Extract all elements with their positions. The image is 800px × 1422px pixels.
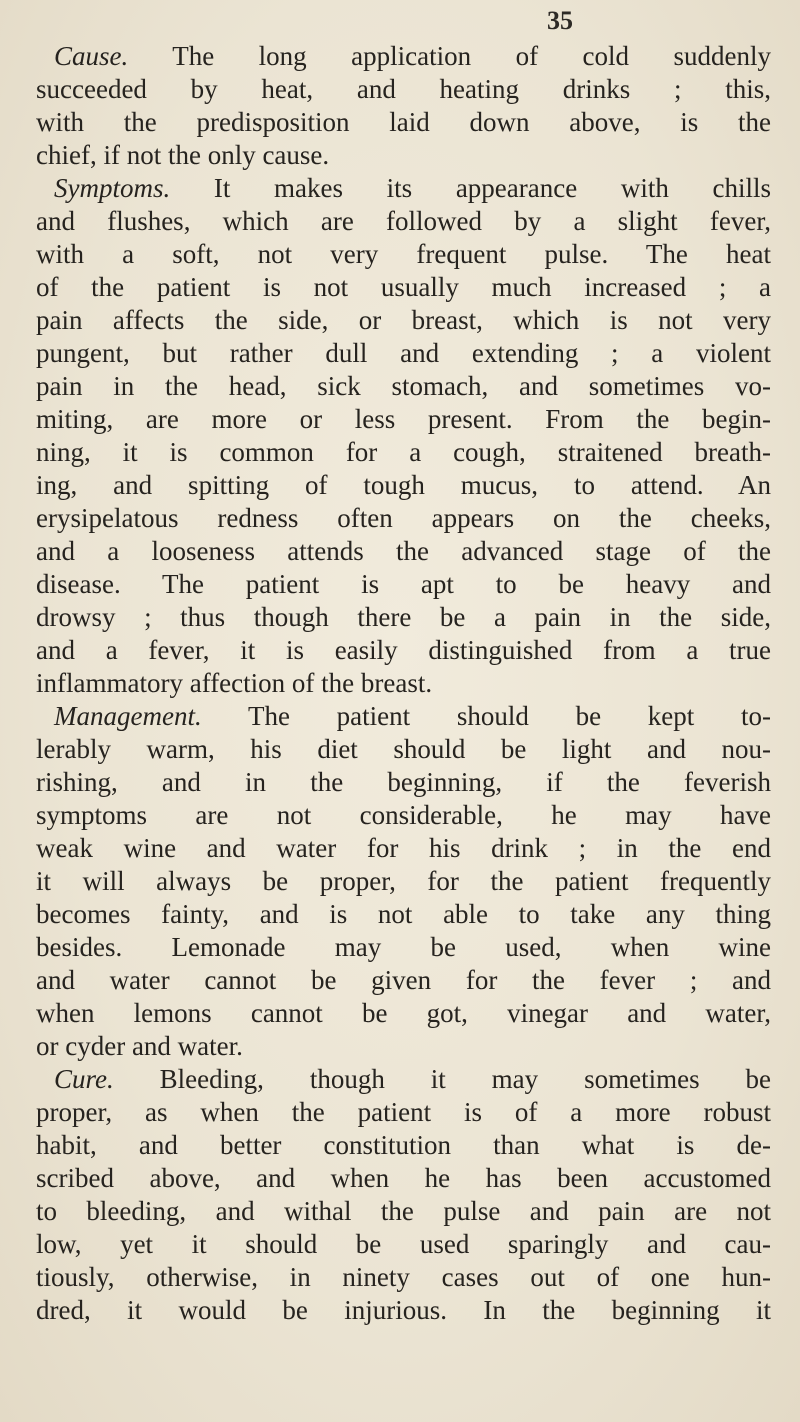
text-line: proper, as when the patient is of a more robust	[36, 1097, 771, 1127]
section-heading-cure: Cure.	[54, 1064, 114, 1094]
text-line: ing, and spitting of tough mucus, to attend. An	[36, 470, 771, 500]
paragraph-cause-line: Cause. The long application of cold suddenly	[54, 41, 771, 71]
text-line: and a fever, it is easily distinguished from a true	[36, 635, 771, 665]
paragraph-management-line: Management. The patient should be kept to-	[54, 701, 771, 731]
paragraph-symptoms-line: Symptoms. It makes its appearance with chills	[54, 173, 771, 203]
text-line: of the patient is not usually much increased ; a	[36, 272, 771, 302]
text-line: rishing, and in the beginning, if the feverish	[36, 767, 771, 797]
text-line: or cyder and water.	[36, 1031, 243, 1061]
paragraph-cure-line: Cure. Bleeding, though it may sometimes be	[54, 1064, 771, 1094]
text-line: succeeded by heat, and heating drinks ; this,	[36, 74, 771, 104]
text-line: symptoms are not considerable, he may have	[36, 800, 771, 830]
text-line: habit, and better constitution than what is de-	[36, 1130, 771, 1160]
text-line: disease. The patient is apt to be heavy and	[36, 569, 771, 599]
body-text	[36, 40, 771, 1327]
text-line: with a soft, not very frequent pulse. The heat	[36, 239, 771, 269]
section-heading-cause: Cause.	[54, 41, 129, 71]
text-line: miting, are more or less present. From the begin-	[36, 404, 771, 434]
text-line: chief, if not the only cause.	[36, 140, 330, 170]
text-line: becomes fainty, and is not able to take any thing	[36, 899, 771, 929]
text-line: tiously, otherwise, in ninety cases out of one hun-	[36, 1262, 771, 1292]
text-line: and water cannot be given for the fever ; and	[36, 965, 771, 995]
text-line: drowsy ; thus though there be a pain in the side,	[36, 602, 771, 632]
section-heading-management: Management.	[54, 701, 202, 731]
text-line: with the predisposition laid down above, is the	[36, 107, 771, 137]
text-line: scribed above, and when he has been accustomed	[36, 1163, 771, 1193]
text-line: when lemons cannot be got, vinegar and water,	[36, 998, 771, 1028]
text-line: erysipelatous redness often appears on the cheeks,	[36, 503, 771, 533]
text-line: low, yet it should be used sparingly and cau-	[36, 1229, 771, 1259]
text-line: to bleeding, and withal the pulse and pain are not	[36, 1196, 771, 1226]
text-line: and flushes, which are followed by a slight fever,	[36, 206, 771, 236]
text-line: it will always be proper, for the patient frequently	[36, 866, 771, 896]
section-heading-symptoms: Symptoms.	[54, 173, 171, 203]
text-line: pain affects the side, or breast, which is not very	[36, 305, 771, 335]
text-line: pungent, but rather dull and extending ; a violent	[36, 338, 771, 368]
text-line: inflammatory affection of the breast.	[36, 668, 433, 698]
text-line: weak wine and water for his drink ; in the end	[36, 833, 771, 863]
text-line: pain in the head, sick stomach, and sometimes vo-	[36, 371, 771, 401]
text-line: dred, it would be injurious. In the beginning it	[36, 1295, 771, 1325]
text-line: besides. Lemonade may be used, when wine	[36, 932, 771, 962]
text-line: ning, it is common for a cough, straitened breath-	[36, 437, 771, 467]
text-line: lerably warm, his diet should be light and nou-	[36, 734, 771, 764]
text-line: and a looseness attends the advanced stage of the	[36, 536, 771, 566]
page-number: 35	[547, 6, 573, 35]
